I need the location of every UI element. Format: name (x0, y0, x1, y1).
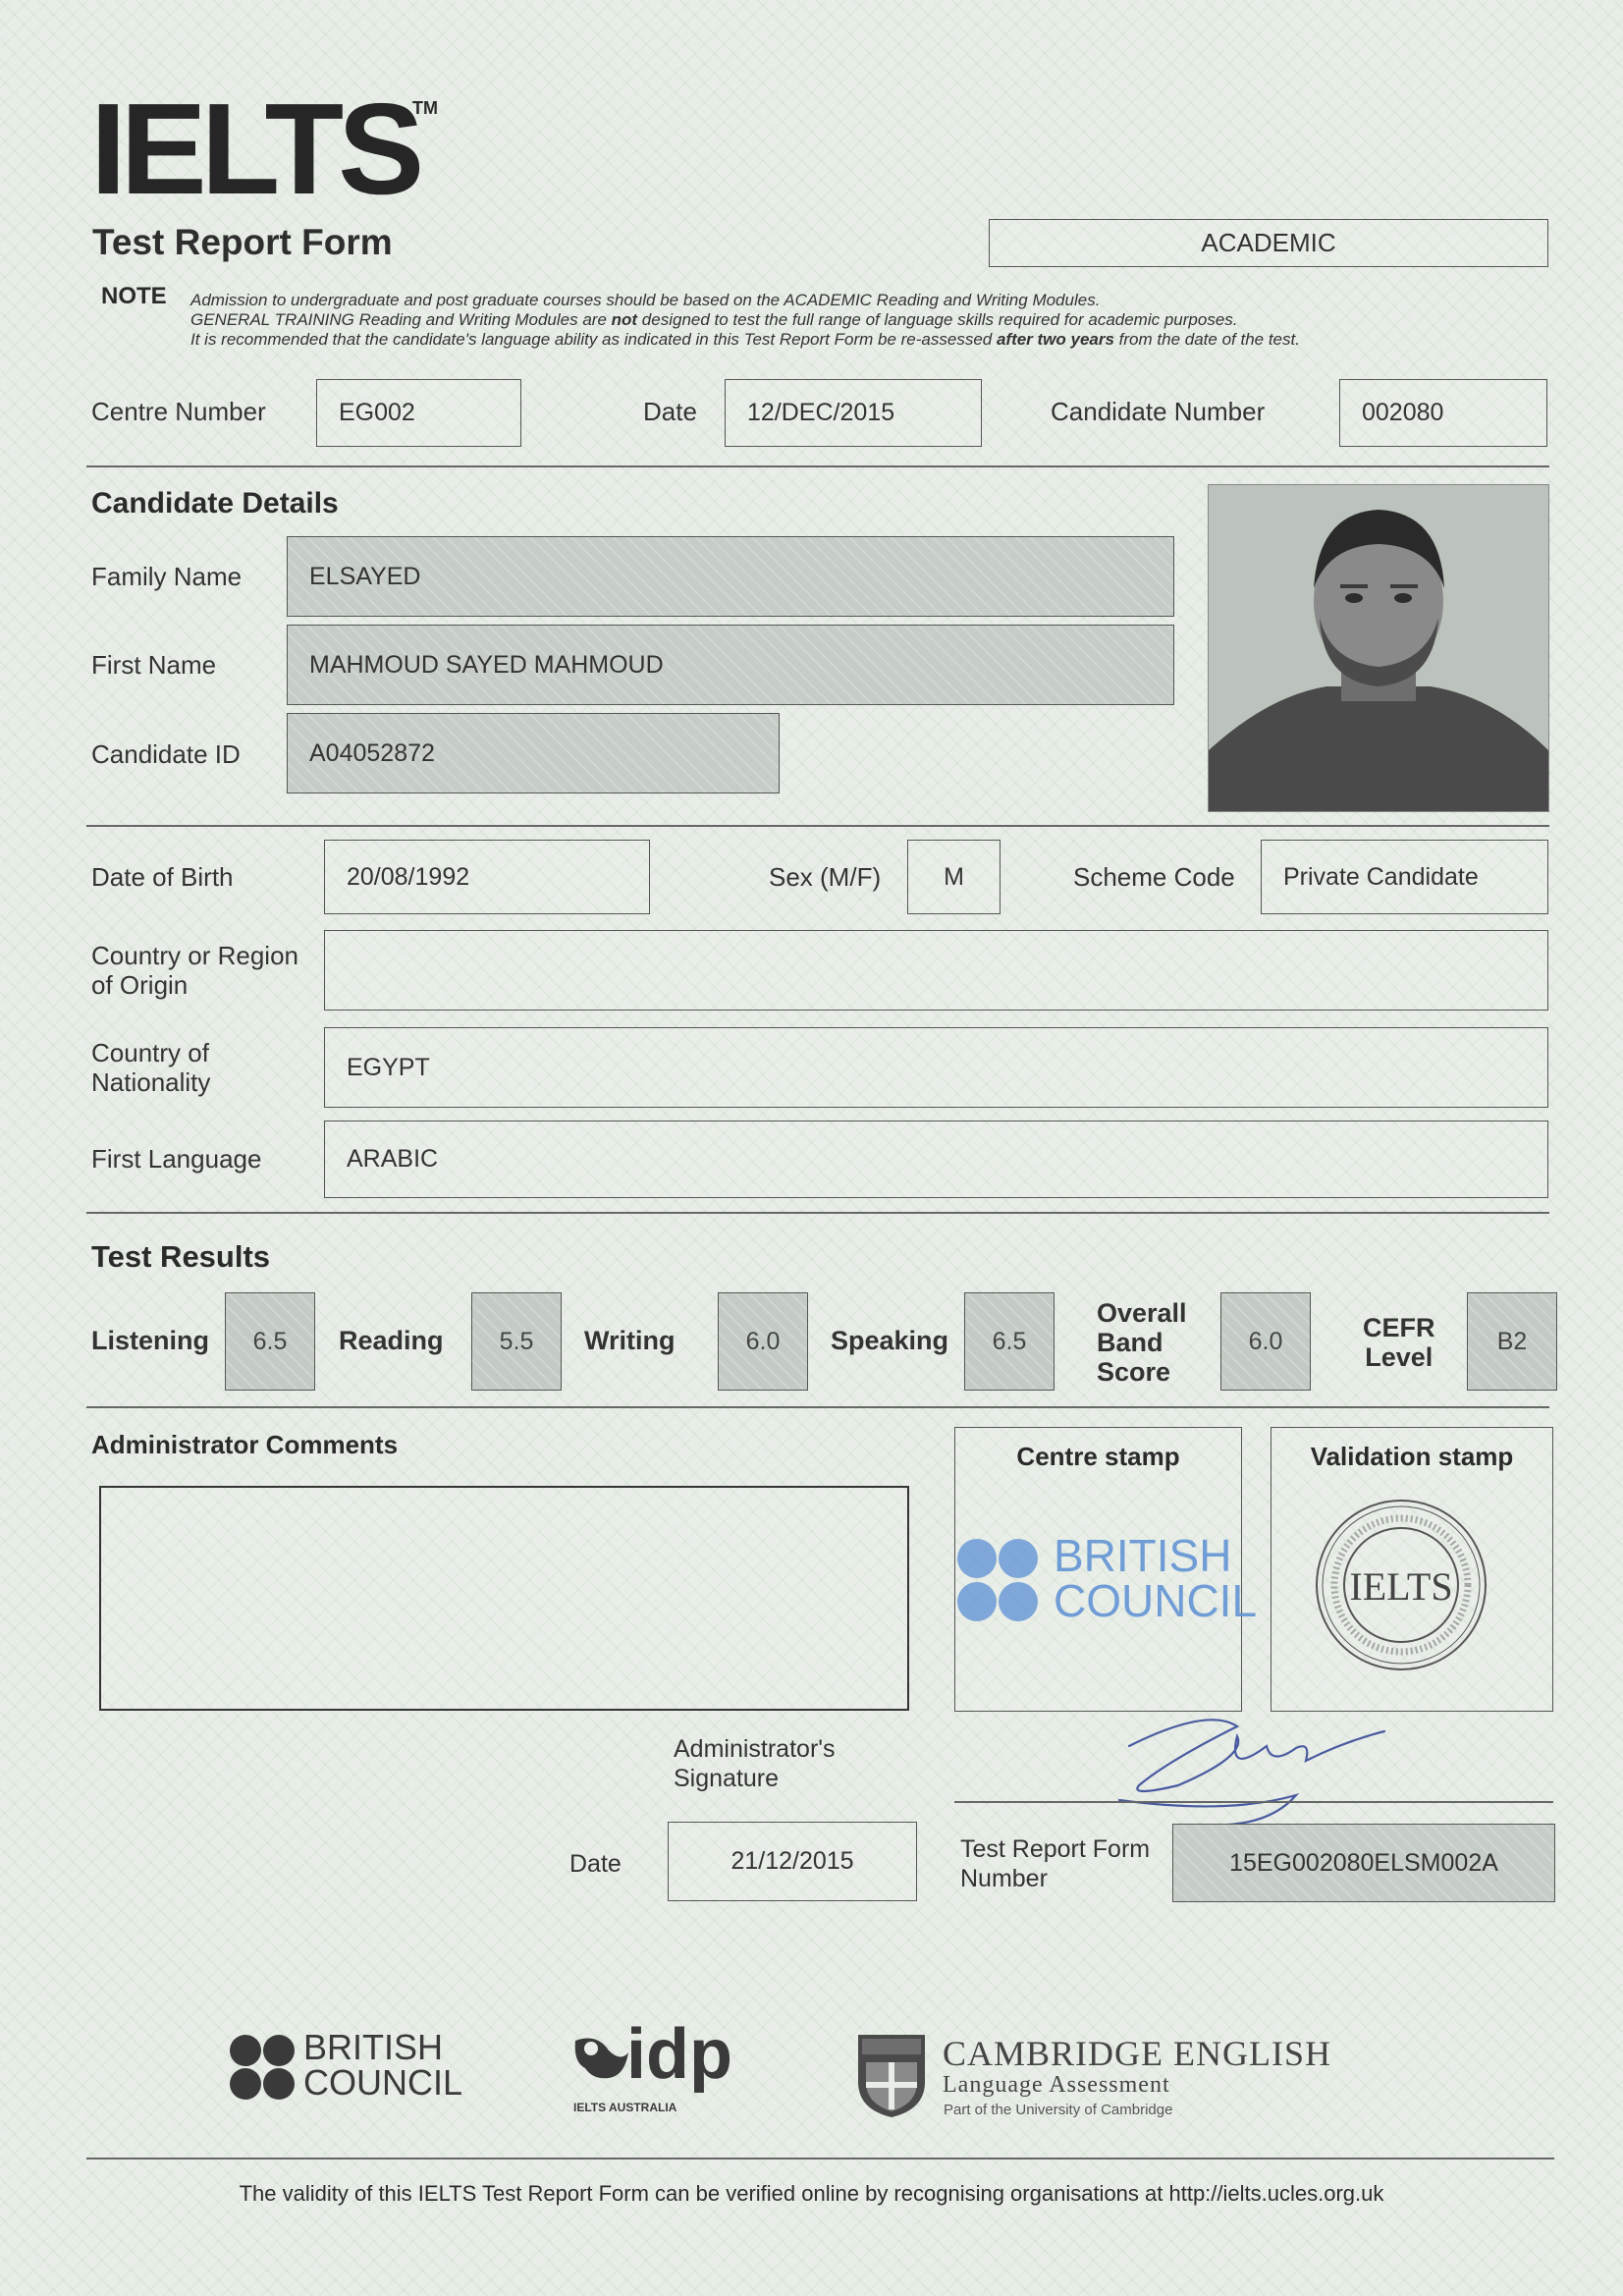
test-results-title: Test Results (91, 1239, 271, 1274)
centre-number-box: EG002 (316, 379, 521, 447)
british-council-logo: BRITISH COUNCIL (229, 2030, 464, 2108)
divider (86, 1406, 1549, 1408)
speaking-score: 6.5 (964, 1292, 1055, 1391)
admin-signature-label: Administrator's Signature (674, 1735, 836, 1792)
idp-logo-icon (569, 2033, 632, 2092)
british-council-stamp: BRITISH COUNCIL (955, 1531, 1250, 1629)
listening-score: 6.5 (225, 1292, 315, 1391)
first-language-box: ARABIC (324, 1121, 1548, 1198)
british-council-dots-icon (955, 1537, 1044, 1625)
cambridge-english-logo: CAMBRIDGE ENGLISH Language Assessment Part of the University of Cambridge (856, 2033, 1406, 2121)
date-label: Date (643, 397, 697, 426)
date-box: 12/DEC/2015 (725, 379, 982, 447)
british-council-logo-icon (229, 2034, 298, 2103)
trf-number-box: 15EG002080ELSM002A (1172, 1824, 1555, 1902)
nationality-label: Country of Nationality (91, 1038, 211, 1097)
first-name-box: MAHMOUD SAYED MAHMOUD (287, 625, 1174, 705)
sex-box: M (907, 840, 1001, 914)
reading-score: 5.5 (471, 1292, 562, 1391)
first-language-label: First Language (91, 1144, 262, 1174)
idp-logo: idp IELTS AUSTRALIA (569, 2031, 746, 2119)
family-name-box: ELSAYED (287, 536, 1174, 617)
divider (86, 2158, 1554, 2159)
admin-comments-box (99, 1486, 909, 1711)
cefr-level-label: CEFR Level (1363, 1313, 1435, 1372)
validation-stamp-box (1271, 1427, 1553, 1712)
administrator-signature (1100, 1707, 1394, 1834)
cambridge-shield-icon (856, 2033, 927, 2117)
divider (86, 825, 1549, 827)
dob-label: Date of Birth (91, 862, 234, 892)
centre-stamp-box (954, 1427, 1258, 1712)
candidate-number-box: 002080 (1339, 379, 1547, 447)
admin-date-label: Date (569, 1850, 622, 1878)
note-line-2: GENERAL TRAINING Reading and Writing Modules are not designed to test the full range of language skills required for academic purposes. (190, 310, 1238, 329)
trf-number-label: Test Report Form Number (960, 1835, 1151, 1892)
reading-label: Reading (339, 1326, 444, 1355)
writing-label: Writing (584, 1326, 676, 1355)
form-title: Test Report Form (92, 222, 393, 262)
candidate-id-label: Candidate ID (91, 739, 241, 769)
admin-comments-label: Administrator Comments (91, 1430, 399, 1459)
family-name-label: Family Name (91, 562, 243, 591)
signature-line (954, 1801, 1553, 1803)
ielts-logo: IELTS (90, 77, 419, 221)
sex-label: Sex (M/F) (769, 862, 882, 892)
module-box: ACADEMIC (989, 219, 1548, 267)
cefr-level: B2 (1467, 1292, 1557, 1391)
overall-score: 6.0 (1220, 1292, 1311, 1391)
validation-stamp-label: Validation stamp (1310, 1442, 1514, 1471)
nationality-box: EGYPT (324, 1027, 1548, 1108)
country-origin-box (324, 930, 1548, 1011)
candidate-id-box: A04052872 (287, 713, 780, 793)
speaking-label: Speaking (831, 1326, 949, 1355)
note-label: NOTE (101, 283, 167, 309)
admin-date-box: 21/12/2015 (668, 1822, 917, 1901)
validity-statement: The validity of this IELTS Test Report Form can be verified online by recognising organisations at http://ielts.ucles.org.uk (239, 2181, 1384, 2206)
divider (86, 1212, 1549, 1214)
note-line-3: It is recommended that the candidate's language ability as indicated in this Test Report Form be re-assessed after two years from the date of the test. (190, 330, 1300, 349)
candidate-photo (1208, 484, 1549, 812)
scheme-code-label: Scheme Code (1073, 862, 1235, 892)
centre-number-label: Centre Number (91, 397, 266, 426)
first-name-label: First Name (91, 650, 217, 680)
dob-box: 20/08/1992 (324, 840, 650, 914)
note-line-1: Admission to undergraduate and post graduate courses should be based on the ACADEMIC Reading and Writing Modules. (190, 291, 1101, 309)
candidate-details-title: Candidate Details (91, 487, 339, 519)
centre-stamp-label: Centre stamp (1016, 1442, 1180, 1471)
trademark-mark: TM (412, 98, 438, 118)
overall-band-label: Overall Band Score (1097, 1298, 1187, 1387)
listening-label: Listening (91, 1326, 209, 1355)
candidate-number-label: Candidate Number (1051, 397, 1266, 426)
note-text (190, 291, 1467, 350)
ielts-validation-seal: IELTS (1313, 1497, 1489, 1673)
country-origin-label: Country or Region of Origin (91, 941, 298, 1000)
scheme-code-box: Private Candidate (1261, 840, 1548, 914)
divider (86, 465, 1549, 467)
writing-score: 6.0 (718, 1292, 808, 1391)
